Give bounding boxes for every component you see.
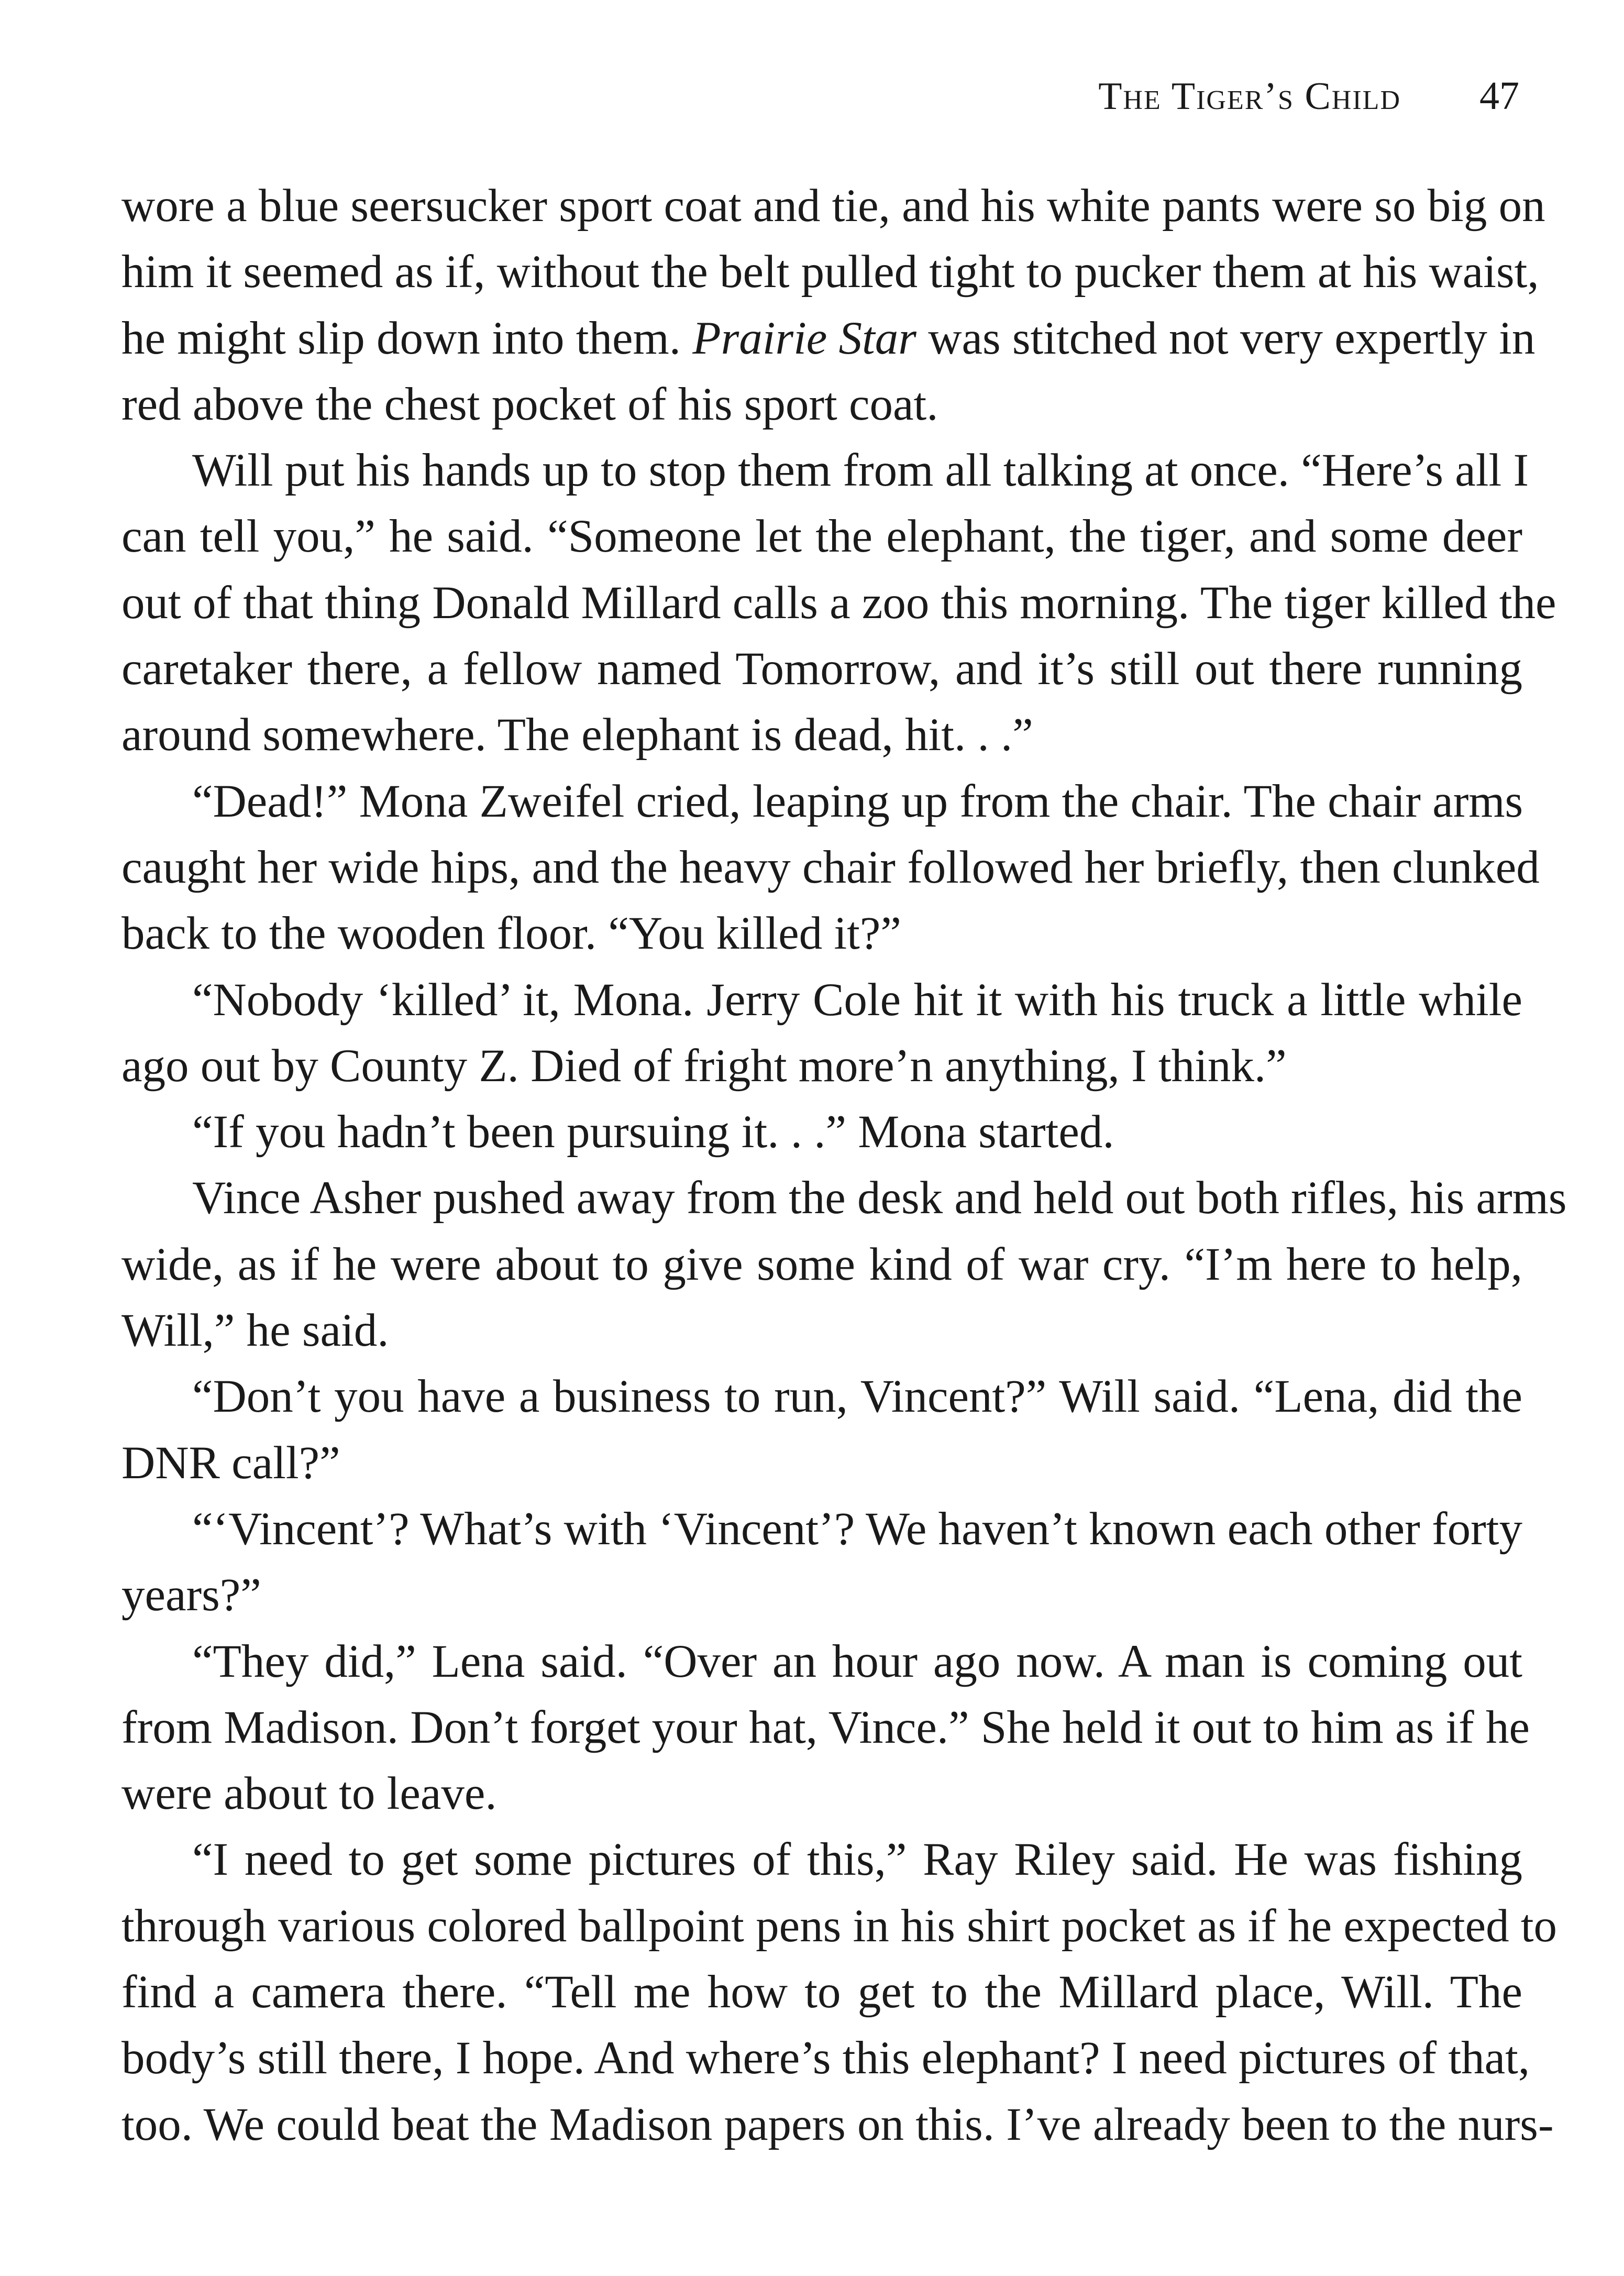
page-number: 47 [1479, 74, 1519, 118]
text-line: red above the chest pocket of his sport coat. [121, 378, 938, 430]
text-line: “I need to get some pictures of this,” Ray Riley said. He was fishing [192, 1834, 1522, 1886]
text-line: back to the wooden floor. “You killed it?” [121, 908, 901, 960]
text-line: Will,” he said. [121, 1305, 389, 1357]
text-line: through various colored ballpoint pens in his shirt pocket as if he expected to [121, 1900, 1557, 1952]
text-line: Will put his hands up to stop them from all talking at once. “Here’s all I [192, 445, 1529, 497]
text-line: “If you hadn’t been pursuing it. . .” Mona started. [192, 1106, 1114, 1158]
text-line: years?” [121, 1569, 261, 1621]
text-line: caught her wide hips, and the heavy chair followed her briefly, then clunked [121, 841, 1540, 893]
text-line: can tell you,” he said. “Someone let the elephant, the tiger, and some deer [121, 511, 1522, 563]
text-line: “Don’t you have a business to run, Vincent?” Will said. “Lena, did the [192, 1371, 1522, 1423]
text-line: “‘Vincent’? What’s with ‘Vincent’? We haven’t known each other forty [192, 1503, 1522, 1555]
running-head [1098, 67, 1519, 125]
text-line: him it seemed as if, without the belt pulled tight to pucker them at his waist, [121, 246, 1539, 298]
text-line: from Madison. Don’t forget your hat, Vince.” She held it out to him as if he [121, 1701, 1530, 1753]
text-line: wore a blue seersucker sport coat and tie, and his white pants were so big on [121, 180, 1545, 232]
text-line: “Nobody ‘killed’ it, Mona. Jerry Cole hit it with his truck a little while [192, 974, 1522, 1026]
text-line: DNR call?” [121, 1437, 340, 1489]
text-line: wide, as if he were about to give some kind of war cry. “I’m here to help, [121, 1238, 1522, 1290]
body-text [121, 173, 1567, 2158]
text-line: were about to leave. [121, 1768, 497, 1820]
text-line: out of that thing Donald Millard calls a zoo this morning. The tiger killed the [121, 577, 1556, 629]
text-line [121, 305, 1535, 371]
italic-title: Prairie Star [692, 312, 916, 364]
text-line: “They did,” Lena said. “Over an hour ago now. A man is coming out [192, 1635, 1522, 1687]
text-segment: he might slip down into them. [121, 312, 693, 364]
text-segment: was stitched not very expertly in [916, 312, 1535, 364]
text-line: find a camera there. “Tell me how to get to the Millard place, Will. The [121, 1966, 1522, 2018]
text-line: “Dead!” Mona Zweifel cried, leaping up from the chair. The chair arms [192, 775, 1523, 827]
running-head-title: The Tiger’s Child [1098, 75, 1401, 118]
text-line: too. We could beat the Madison papers on this. I’ve already been to the nurs- [121, 2098, 1554, 2150]
text-line: body’s still there, I hope. And where’s this elephant? I need pictures of that, [121, 2032, 1530, 2084]
text-line: ago out by County Z. Died of fright more’n anything, I think.” [121, 1040, 1287, 1092]
text-line: around somewhere. The elephant is dead, hit. . .” [121, 709, 1033, 761]
text-line: caretaker there, a fellow named Tomorrow, and it’s still out there running [121, 643, 1522, 695]
text-line: Vince Asher pushed away from the desk and held out both rifles, his arms [192, 1172, 1567, 1224]
